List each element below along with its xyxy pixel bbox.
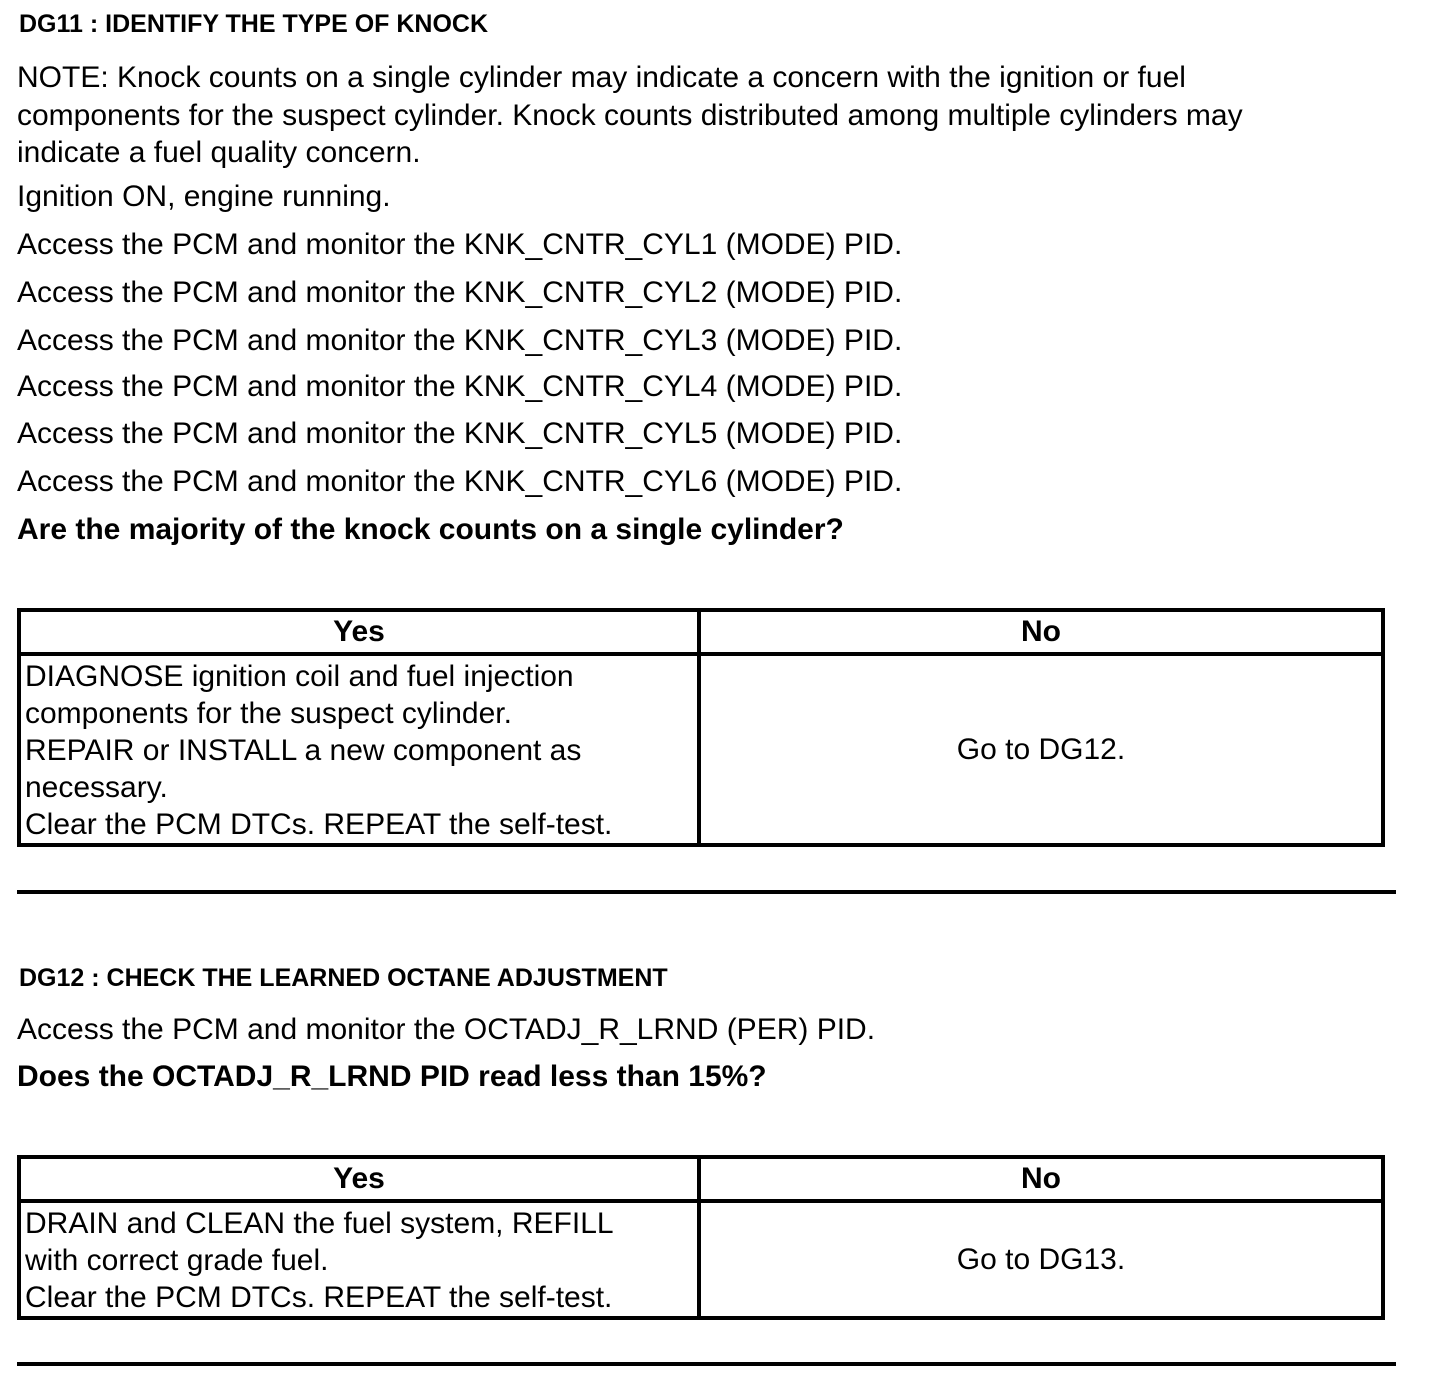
yes-action-cell: [19, 654, 699, 845]
dg11-step-cyl5: Access the PCM and monitor the KNK_CNTR_CYL5 (MODE) PID.: [17, 417, 903, 450]
note-line: components for the suspect cylinder. Knock counts distributed among multiple cylinders may: [17, 98, 1243, 132]
dg12-question: Does the OCTADJ_R_LRND PID read less than 15%?: [17, 1060, 767, 1093]
dg11-step-cyl2: Access the PCM and monitor the KNK_CNTR_CYL2 (MODE) PID.: [17, 276, 903, 309]
yes-action-line: DIAGNOSE ignition coil and fuel injection: [25, 660, 574, 693]
yes-header: Yes: [19, 610, 699, 654]
yes-action-line: Clear the PCM DTCs. REPEAT the self-test.: [25, 1281, 613, 1314]
section-divider: [17, 890, 1396, 894]
dg12-heading: DG12 : CHECK THE LEARNED OCTANE ADJUSTMENT: [19, 964, 668, 992]
dg11-step-cyl3: Access the PCM and monitor the KNK_CNTR_CYL3 (MODE) PID.: [17, 324, 903, 357]
note-line: indicate a fuel quality concern.: [17, 136, 421, 169]
yes-action-line: REPAIR or INSTALL a new component as: [25, 734, 582, 767]
yes-header: Yes: [19, 1157, 699, 1201]
dg12-decision-table: [17, 1155, 1385, 1320]
dg11-step-ignition: Ignition ON, engine running.: [17, 180, 391, 213]
dg11-step-cyl4: Access the PCM and monitor the KNK_CNTR_CYL4 (MODE) PID.: [17, 370, 903, 403]
dg11-step-cyl6: Access the PCM and monitor the KNK_CNTR_CYL6 (MODE) PID.: [17, 465, 903, 498]
yes-action-line: components for the suspect cylinder.: [25, 697, 512, 730]
dg11-note: [17, 59, 1417, 172]
no-header: No: [699, 1157, 1383, 1201]
yes-action-line: with correct grade fuel.: [25, 1244, 329, 1277]
yes-action-line: Clear the PCM DTCs. REPEAT the self-test.: [25, 808, 613, 841]
no-header: No: [699, 610, 1383, 654]
dg11-question: Are the majority of the knock counts on a single cylinder?: [17, 513, 844, 546]
yes-action-line: DRAIN and CLEAN the fuel system, REFILL: [25, 1207, 614, 1240]
dg11-heading: DG11 : IDENTIFY THE TYPE OF KNOCK: [19, 10, 489, 38]
dg11-decision-table: [17, 608, 1385, 847]
no-action-cell: Go to DG13.: [699, 1201, 1383, 1318]
yes-action-cell: [19, 1201, 699, 1318]
dg12-step-octadj: Access the PCM and monitor the OCTADJ_R_LRND (PER) PID.: [17, 1013, 876, 1046]
no-action-cell: Go to DG12.: [699, 654, 1383, 845]
yes-action-line: necessary.: [25, 771, 168, 804]
dg11-step-cyl1: Access the PCM and monitor the KNK_CNTR_CYL1 (MODE) PID.: [17, 228, 903, 261]
section-divider: [17, 1362, 1396, 1366]
note-line: NOTE: Knock counts on a single cylinder may indicate a concern with the ignition or fuel: [17, 61, 1186, 94]
